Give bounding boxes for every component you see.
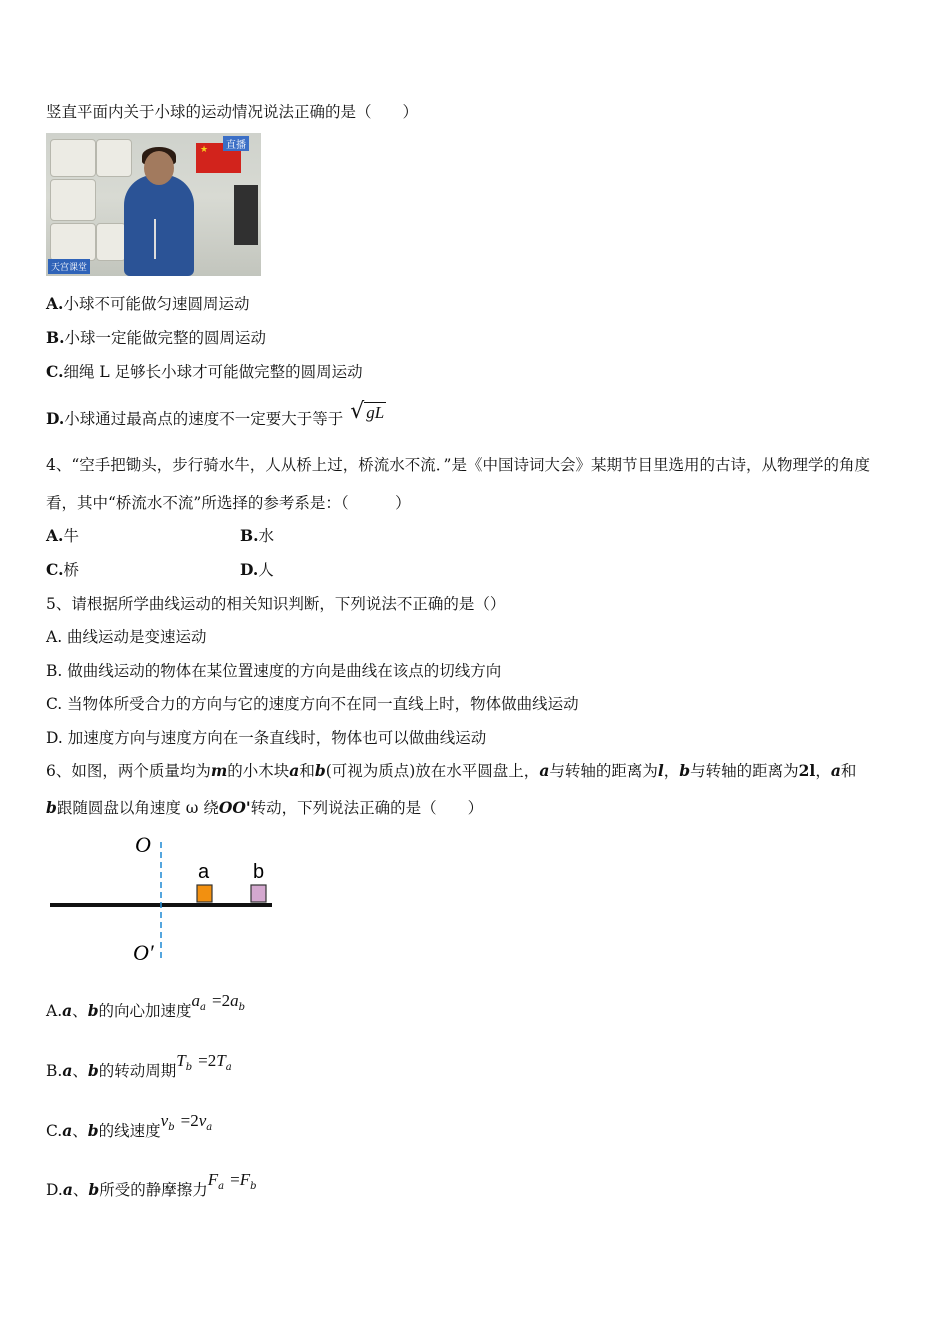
q3-stem: 竖直平面内关于小球的运动情况说法正确的是（ ） [46,103,419,121]
formula-d: $F_a =F_b$ [207,1170,257,1192]
formula-a: $a_a =2a_b$ [191,991,246,1013]
label-block-b: b [253,861,265,883]
label-o: O [135,832,151,857]
q4-stem-line2: 看，其中“桥流水不流”所选择的参考系是：（ ） [46,494,411,512]
q3-option-a: A.小球不可能做匀速圆周运动 [46,294,250,313]
photo-caption: 天宫课堂 [48,259,90,274]
tiangong-classroom-photo: ★ 直播 天宫课堂 [46,133,261,276]
q3-option-c: C.细绳 L 足够长小球才可能做完整的圆周运动 [46,362,363,381]
q5-option-b: B. 做曲线运动的物体在某位置速度的方向是曲线在该点的切线方向 [46,662,502,680]
label-o-prime: O′ [133,940,154,965]
q6-stem-line2: b跟随圆盘以角速度 ω 绕OO'转动，下列说法正确的是（ ） [46,798,484,817]
q4-option-c: C.桥 [46,560,79,579]
q5-option-c: C. 当物体所受合力的方向与它的速度方向不在同一直线上时，物体做曲线运动 [46,695,579,713]
q5-stem: 5、请根据所学曲线运动的相关知识判断，下列说法不正确的是（） [46,595,506,613]
live-tag: 直播 [223,136,249,151]
q6-stem-line1: 6、如图，两个质量均为m的小木块a和b(可视为质点)放在水平圆盘上，a与转轴的距离为l，b与转轴的距离为2l，a和 [46,761,857,780]
q3-option-d: D.小球通过最高点的速度不一定要大于等于 √ gL [46,399,385,428]
q5-option-d: D. 加速度方向与速度方向在一条直线时，物体也可以做曲线运动 [46,729,487,747]
block-a [197,885,212,902]
q4-option-b: B.水 [240,526,275,545]
formula-b: $T_b =2T_a$ [176,1051,232,1073]
formula-c: $v_b =2v_a$ [160,1111,213,1133]
q3-option-b: B.小球一定能做完整的圆周运动 [46,328,267,347]
q6-option-a: A.a、b的向心加速度$a_a =2a_b$ [46,991,246,1020]
q6-option-b: B.a、b的转动周期$T_b =2T_a$ [46,1051,232,1080]
q4-stem-line1: 4、“空手把锄头，步行骑水牛，人从桥上过，桥流水不流．”是《中国诗词大会》某期节目里选用的古诗，从物理学的角度 [46,456,870,474]
q6-option-d: D.a、b所受的静摩擦力$F_a =F_b$ [46,1170,257,1199]
sqrt-expression: √ gL [350,399,385,424]
q5-option-a: A. 曲线运动是变速运动 [46,628,207,646]
q4-option-a: A.牛 [46,526,79,545]
turntable-diagram [40,830,290,970]
q4-option-d: D.人 [240,560,274,579]
label-block-a: a [198,861,210,883]
q6-option-c: C.a、b的线速度$v_b =2v_a$ [46,1111,213,1140]
block-b [251,885,266,902]
